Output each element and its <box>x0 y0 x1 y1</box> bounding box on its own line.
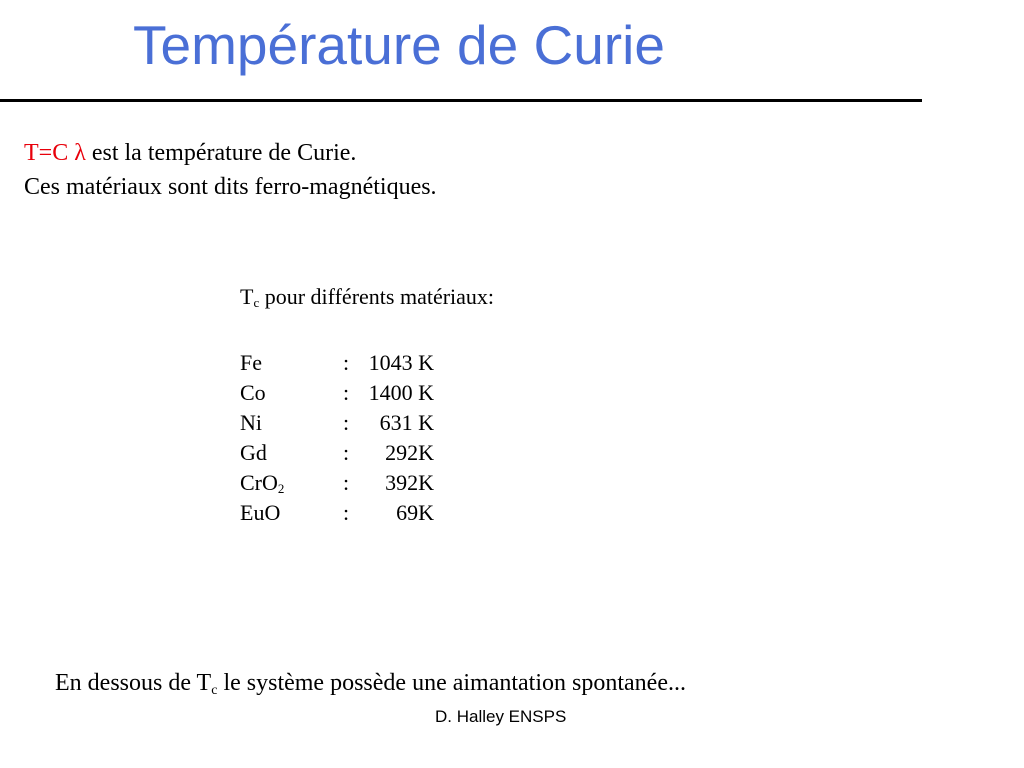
curie-value: 392K <box>385 470 434 495</box>
material-name <box>240 468 343 498</box>
row-separator: : <box>343 440 350 465</box>
intro-line-2: Ces matériaux sont dits ferro-magnétiques. <box>24 174 437 200</box>
table-row <box>240 468 494 498</box>
material-name <box>240 498 343 528</box>
table-heading <box>240 282 494 318</box>
intro-line-1-rest: est la température de Curie. <box>85 140 357 166</box>
intro-text <box>24 136 437 204</box>
slide-footer: D. Halley ENSPS <box>435 707 567 726</box>
row-separator: : <box>343 470 350 495</box>
conclusion-post: le système possède une aimantation spontanée... <box>217 670 686 696</box>
material-name <box>240 408 343 438</box>
curie-value: 69K <box>396 500 434 525</box>
table-row <box>240 408 494 438</box>
material-name <box>240 438 343 468</box>
row-separator: : <box>343 410 350 435</box>
conclusion-text <box>55 666 686 708</box>
table-row <box>240 348 494 378</box>
material-name <box>240 378 343 408</box>
material-subscript: 2 <box>277 481 285 496</box>
intro-line-1 <box>24 136 437 170</box>
curie-value: 292K <box>385 440 434 465</box>
title-divider <box>0 99 922 102</box>
slide-title: Température de Curie <box>133 14 665 76</box>
heading-symbol: T <box>240 284 254 309</box>
curie-value: 631 K <box>379 410 434 435</box>
material-name <box>240 348 343 378</box>
material-formula: Ni <box>240 410 262 435</box>
material-formula: Fe <box>240 350 262 375</box>
curie-temperature-table <box>240 282 494 528</box>
table-row <box>240 498 494 528</box>
row-separator: : <box>343 500 350 525</box>
table-row <box>240 378 494 408</box>
table-spacer <box>240 318 494 348</box>
curie-value: 1400 K <box>368 380 434 405</box>
curie-value: 1043 K <box>368 350 434 375</box>
material-formula: EuO <box>240 500 281 525</box>
curie-formula: T=C λ <box>24 140 86 166</box>
row-separator: : <box>343 350 350 375</box>
material-formula: CrO <box>240 470 278 495</box>
conclusion-pre: En dessous de T <box>55 670 212 696</box>
material-formula: Co <box>240 380 266 405</box>
conclusion-subscript: c <box>211 683 218 698</box>
heading-text: pour différents matériaux: <box>259 284 495 309</box>
heading-subscript: c <box>253 295 260 310</box>
table-row <box>240 438 494 468</box>
row-separator: : <box>343 380 350 405</box>
material-formula: Gd <box>240 440 267 465</box>
